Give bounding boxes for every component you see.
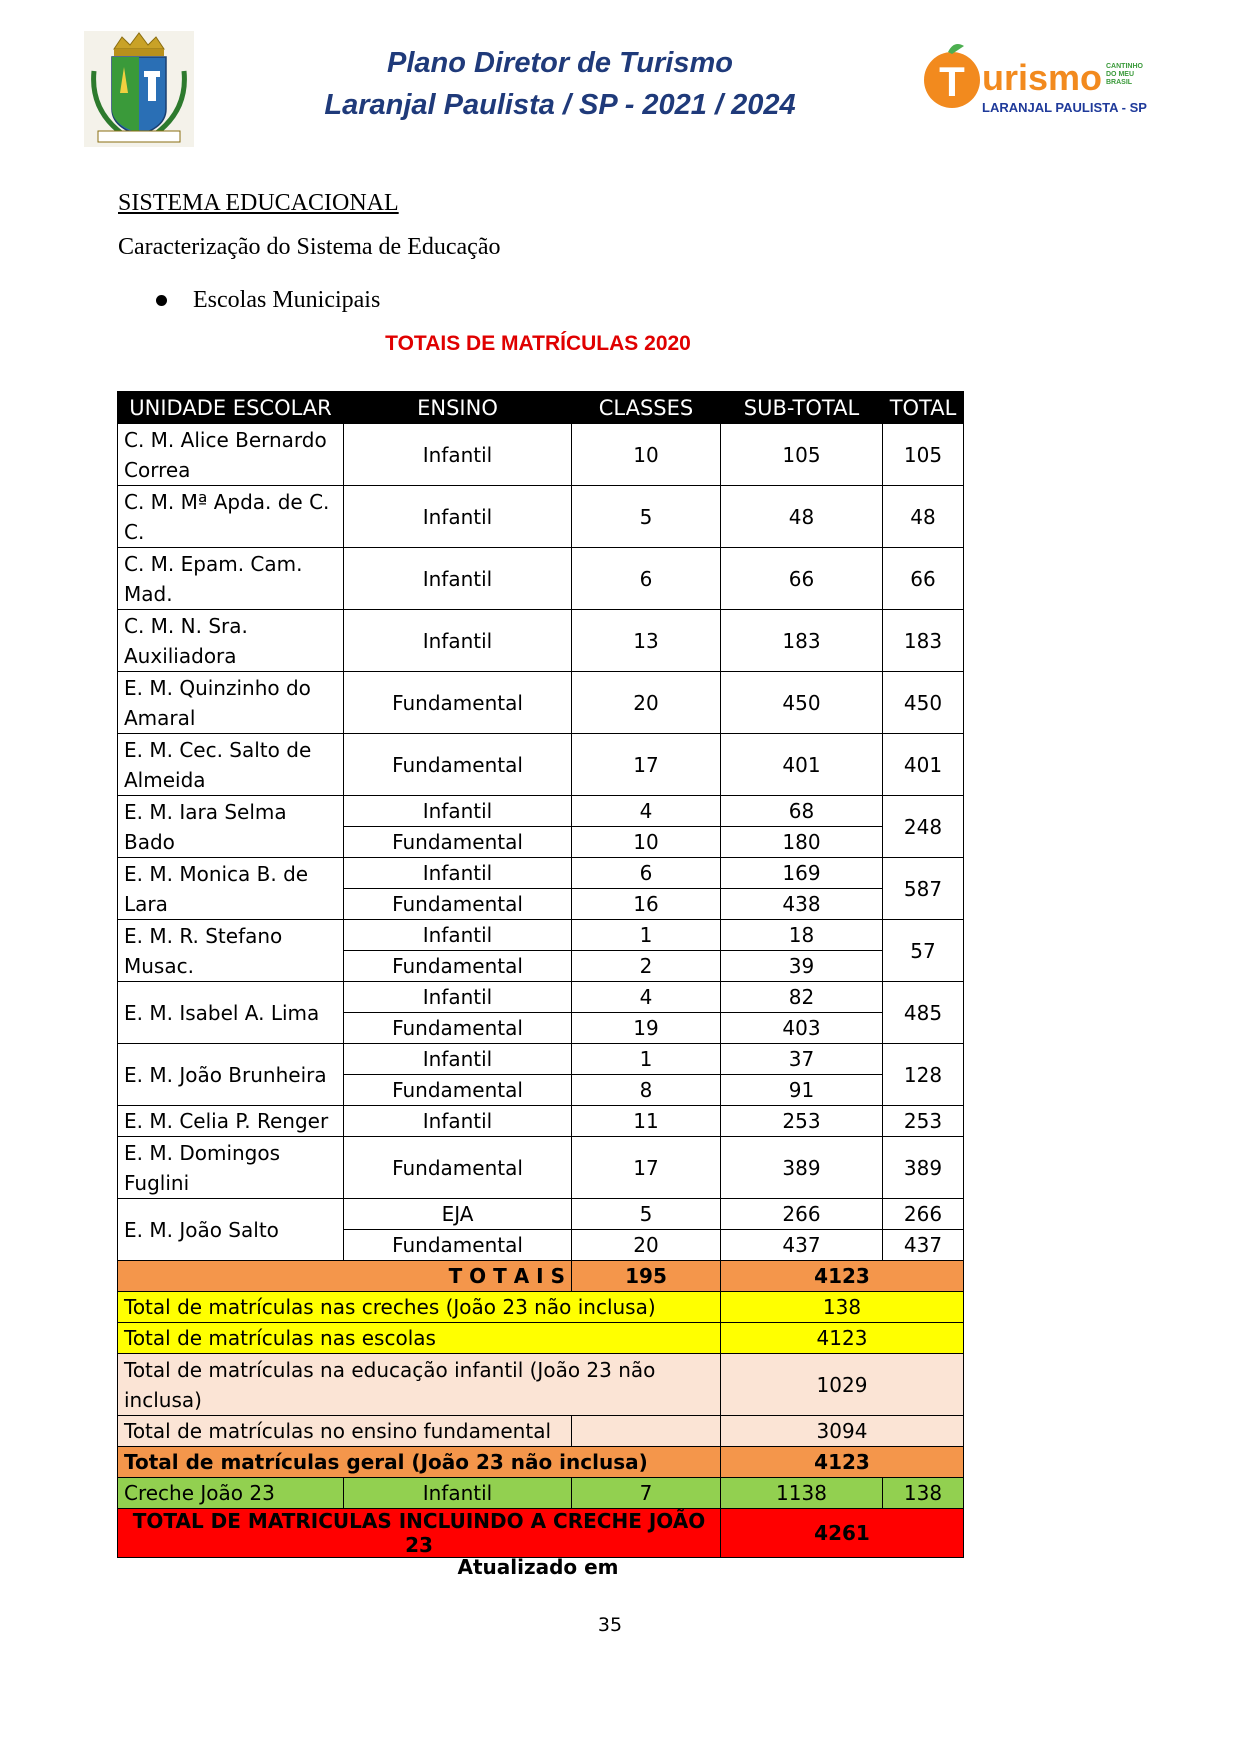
ensino-cell: Infantil: [344, 548, 572, 610]
grand-total-value: 4261: [721, 1509, 964, 1558]
grand-total-row: [118, 1509, 964, 1558]
col-header: TOTAL: [883, 392, 964, 424]
table-row: [118, 796, 964, 827]
subtotal-cell: 37: [721, 1044, 883, 1075]
logo-tag-2: DO MEU: [1106, 71, 1134, 78]
summary-label: Total de matrículas geral (João 23 não inclusa): [118, 1447, 721, 1478]
total-cell: 450: [883, 672, 964, 734]
ensino-cell: Infantil: [344, 1478, 572, 1509]
page-number: 35: [597, 1614, 623, 1636]
unit-cell: E. M. Celia P. Renger: [118, 1106, 344, 1137]
summary-value: 4123: [721, 1447, 964, 1478]
table-row: [118, 1044, 964, 1075]
total-cell: 437: [883, 1230, 964, 1261]
section-heading: SISTEMA EDUCACIONAL: [118, 190, 399, 216]
classes-cell: 5: [572, 1199, 721, 1230]
classes-cell: 5: [572, 486, 721, 548]
classes-cell: 11: [572, 1106, 721, 1137]
unit-cell: C. M. Alice Bernardo Correa: [118, 424, 344, 486]
ensino-cell: Fundamental: [344, 1075, 572, 1106]
subtotal-cell: 39: [721, 951, 883, 982]
unit-cell: E. M. Monica B. de Lara: [118, 858, 344, 920]
col-header: SUB-TOTAL: [721, 392, 883, 424]
table-row: [118, 858, 964, 889]
totals-classes: 195: [572, 1261, 721, 1292]
subtotal-cell: 389: [721, 1137, 883, 1199]
subtotal-cell: 450: [721, 672, 883, 734]
classes-cell: 2: [572, 951, 721, 982]
unit-cell: E. M. João Salto: [118, 1199, 344, 1261]
summary-row: [118, 1447, 964, 1478]
logo-word: urismo: [982, 57, 1103, 98]
classes-cell: 20: [572, 672, 721, 734]
subtotal-cell: 401: [721, 734, 883, 796]
table-header-row: [118, 392, 964, 424]
logo-tag-1: CANTINHO: [1106, 63, 1143, 70]
summary-row: [118, 1292, 964, 1323]
summary-row: [118, 1416, 964, 1447]
table-row: [118, 424, 964, 486]
totals-label: T O T A I S: [118, 1261, 572, 1292]
classes-cell: 10: [572, 424, 721, 486]
table-row: [118, 734, 964, 796]
classes-cell: 1: [572, 920, 721, 951]
subtotal-cell: 183: [721, 610, 883, 672]
subtotal-cell: 105: [721, 424, 883, 486]
table-row: [118, 1106, 964, 1137]
classes-cell: 19: [572, 1013, 721, 1044]
total-cell: 253: [883, 1106, 964, 1137]
ensino-cell: Fundamental: [344, 1013, 572, 1044]
subtotal-cell: 180: [721, 827, 883, 858]
classes-cell: 13: [572, 610, 721, 672]
unit-cell: E. M. Cec. Salto de Almeida: [118, 734, 344, 796]
ensino-cell: Infantil: [344, 486, 572, 548]
total-cell: 183: [883, 610, 964, 672]
unit-cell: E. M. R. Stefano Musac.: [118, 920, 344, 982]
summary-label: Total de matrículas nas creches (João 23 não inclusa): [118, 1292, 721, 1323]
unit-cell: E. M. João Brunheira: [118, 1044, 344, 1106]
classes-cell: 4: [572, 982, 721, 1013]
summary-label: Total de matrículas nas escolas: [118, 1323, 721, 1354]
total-cell: 48: [883, 486, 964, 548]
svg-text:T: T: [939, 58, 965, 105]
classes-cell: 20: [572, 1230, 721, 1261]
ensino-cell: Infantil: [344, 1106, 572, 1137]
ensino-cell: Infantil: [344, 982, 572, 1013]
subtotal-cell: 169: [721, 858, 883, 889]
ensino-cell: Fundamental: [344, 672, 572, 734]
col-header: CLASSES: [572, 392, 721, 424]
municipal-crest-logo: [84, 31, 194, 147]
unit-cell: E. M. Domingos Fuglini: [118, 1137, 344, 1199]
unit-cell: E. M. Isabel A. Lima: [118, 982, 344, 1044]
total-cell: 138: [883, 1478, 964, 1509]
ensino-cell: Infantil: [344, 1044, 572, 1075]
ensino-cell: Fundamental: [344, 951, 572, 982]
summary-empty-cell: [572, 1416, 721, 1447]
classes-cell: 10: [572, 827, 721, 858]
summary-row: [118, 1354, 964, 1416]
subtotal-cell: 82: [721, 982, 883, 1013]
unit-cell: E. M. Iara Selma Bado: [118, 796, 344, 858]
ensino-cell: Infantil: [344, 858, 572, 889]
col-header: ENSINO: [344, 392, 572, 424]
subtotal-cell: 48: [721, 486, 883, 548]
total-cell: 105: [883, 424, 964, 486]
subtotal-cell: 18: [721, 920, 883, 951]
bullet-icon: [156, 295, 167, 306]
subtotal-cell: 403: [721, 1013, 883, 1044]
bullet-item: [156, 287, 380, 314]
col-header: UNIDADE ESCOLAR: [118, 392, 344, 424]
summary-row: [118, 1323, 964, 1354]
unit-cell: C. M. N. Sra. Auxiliadora: [118, 610, 344, 672]
subtotal-cell: 91: [721, 1075, 883, 1106]
table-row: [118, 920, 964, 951]
ensino-cell: Fundamental: [344, 1230, 572, 1261]
subtotal-cell: 438: [721, 889, 883, 920]
document-title-line2: Laranjal Paulista / SP - 2021 / 2024: [324, 89, 796, 121]
unit-cell: C. M. Mª Apda. de C. C.: [118, 486, 344, 548]
subtotal-cell: 68: [721, 796, 883, 827]
table-row: [118, 610, 964, 672]
summary-label: Total de matrículas na educação infantil (João 23 não inclusa): [118, 1354, 721, 1416]
bullet-text: Escolas Municipais: [193, 287, 381, 313]
ensino-cell: Infantil: [344, 796, 572, 827]
total-cell: 389: [883, 1137, 964, 1199]
totals-subtotal: 4123: [721, 1261, 964, 1292]
classes-cell: 17: [572, 734, 721, 796]
total-cell: 66: [883, 548, 964, 610]
total-cell: 587: [883, 858, 964, 920]
table-row: [118, 548, 964, 610]
ensino-cell: Fundamental: [344, 1137, 572, 1199]
subtotal-cell: 253: [721, 1106, 883, 1137]
total-cell: 485: [883, 982, 964, 1044]
unit-cell: E. M. Quinzinho do Amaral: [118, 672, 344, 734]
ensino-cell: EJA: [344, 1199, 572, 1230]
grand-total-label: TOTAL DE MATRICULAS INCLUINDO A CRECHE JOÃO 23: [118, 1509, 721, 1558]
creche-row: [118, 1478, 964, 1509]
unit-cell: Creche João 23: [118, 1478, 344, 1509]
table-row: [118, 1199, 964, 1230]
document-title-line1: Plano Diretor de Turismo: [387, 47, 733, 79]
total-cell: 401: [883, 734, 964, 796]
summary-value: 1029: [721, 1354, 964, 1416]
classes-cell: 17: [572, 1137, 721, 1199]
logo-tag-3: BRASIL: [1106, 79, 1133, 86]
document-title: [300, 42, 820, 126]
subtotal-cell: 1138: [721, 1478, 883, 1509]
classes-cell: 8: [572, 1075, 721, 1106]
enrollment-table: [117, 391, 964, 1558]
subtotal-cell: 66: [721, 548, 883, 610]
updated-note: Atualizado em: [457, 1555, 619, 1579]
table-title: TOTAIS DE MATRÍCULAS 2020: [385, 332, 691, 355]
classes-cell: 4: [572, 796, 721, 827]
total-cell: 266: [883, 1199, 964, 1230]
logo-subtitle: LARANJAL PAULISTA - SP: [982, 100, 1147, 115]
ensino-cell: Infantil: [344, 424, 572, 486]
table-row: [118, 486, 964, 548]
table-row: [118, 672, 964, 734]
totals-row: [118, 1261, 964, 1292]
total-cell: 248: [883, 796, 964, 858]
total-cell: 57: [883, 920, 964, 982]
ensino-cell: Infantil: [344, 920, 572, 951]
classes-cell: 6: [572, 858, 721, 889]
summary-value: 3094: [721, 1416, 964, 1447]
ensino-cell: Fundamental: [344, 889, 572, 920]
classes-cell: 16: [572, 889, 721, 920]
table-row: [118, 982, 964, 1013]
classes-cell: 6: [572, 548, 721, 610]
turismo-logo: [918, 38, 1148, 122]
subtotal-cell: 437: [721, 1230, 883, 1261]
classes-cell: 7: [572, 1478, 721, 1509]
subtotal-cell: 266: [721, 1199, 883, 1230]
summary-value: 138: [721, 1292, 964, 1323]
table-row: [118, 1137, 964, 1199]
unit-cell: C. M. Epam. Cam. Mad.: [118, 548, 344, 610]
total-cell: 128: [883, 1044, 964, 1106]
ensino-cell: Fundamental: [344, 734, 572, 796]
ensino-cell: Infantil: [344, 610, 572, 672]
ensino-cell: Fundamental: [344, 827, 572, 858]
section-subheading: Caracterização do Sistema de Educação: [118, 234, 501, 260]
summary-value: 4123: [721, 1323, 964, 1354]
summary-label: Total de matrículas no ensino fundamental: [118, 1416, 572, 1447]
classes-cell: 1: [572, 1044, 721, 1075]
